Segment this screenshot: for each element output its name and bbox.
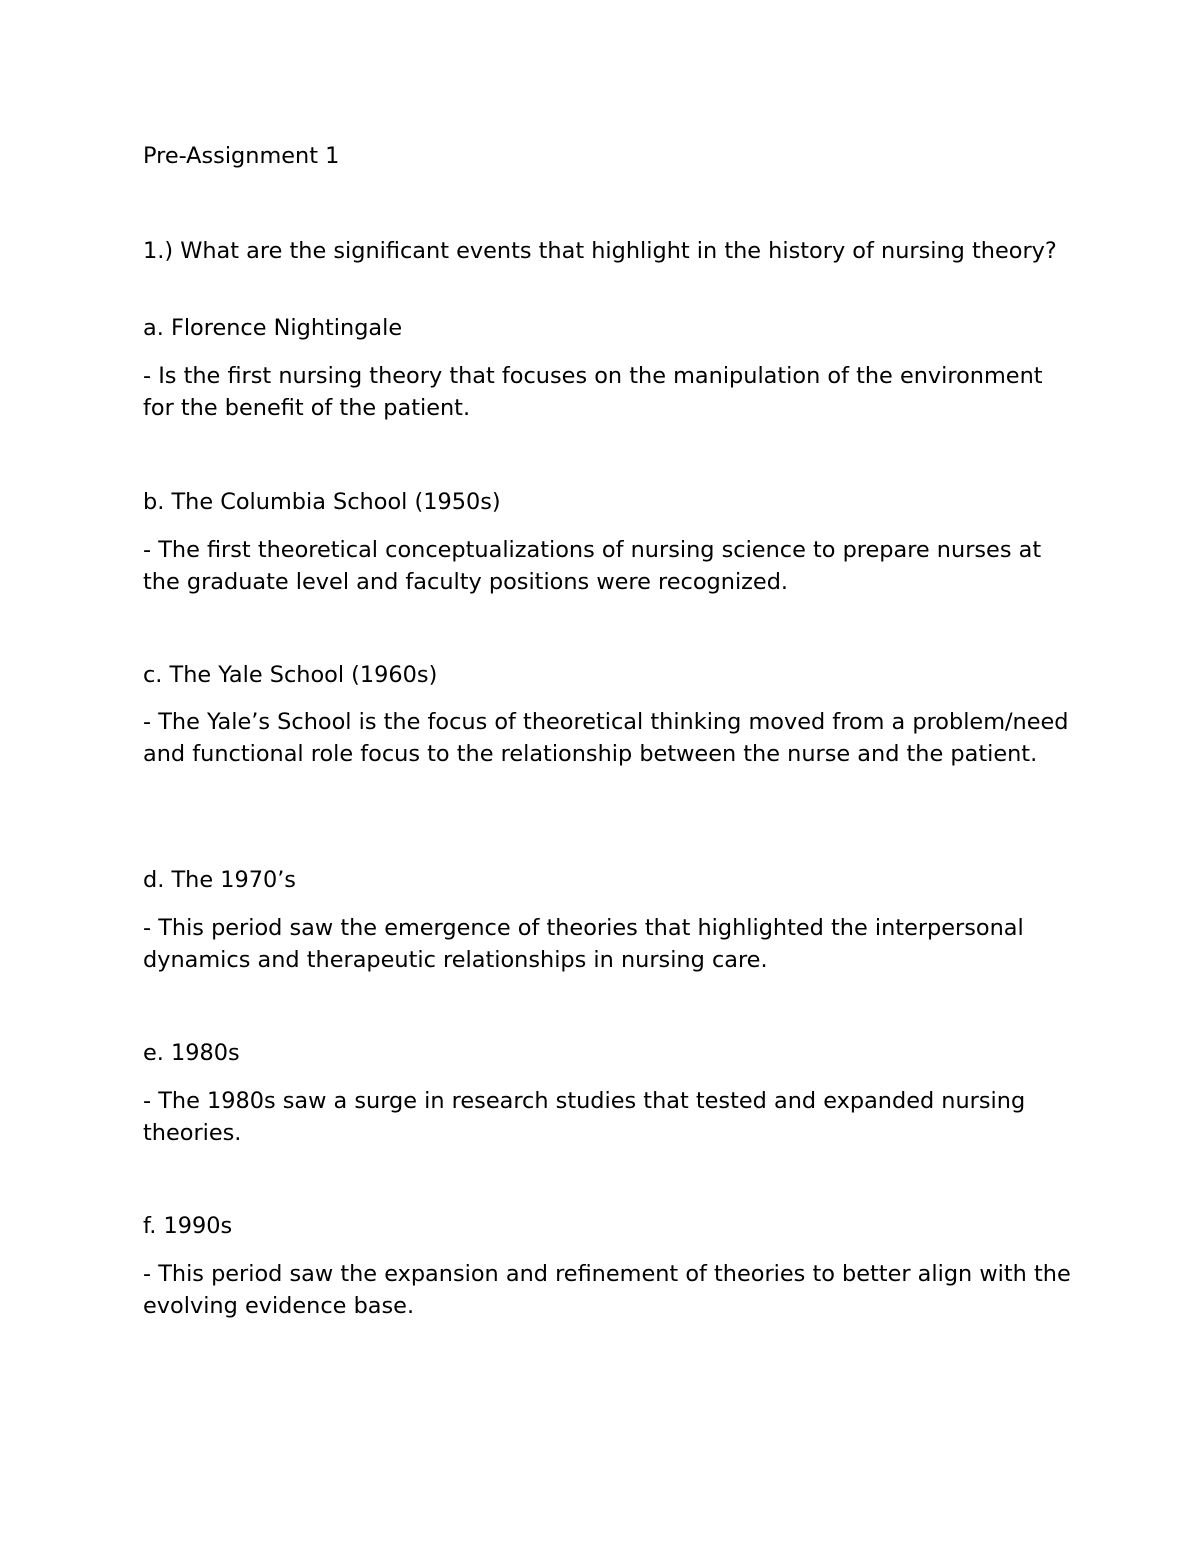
item-f-body: - This period saw the expansion and refinement of theories to better align with the evolving evidence base. <box>143 1261 1071 1319</box>
item-f-heading: f. 1990s <box>143 1213 233 1239</box>
document-title: Pre-Assignment 1 <box>143 143 340 169</box>
item-c-body: - The Yale’s School is the focus of theoretical thinking moved from a problem/need and functional role focus to the relationship between the nurse and the patient. <box>143 709 1069 767</box>
item-e-heading: e. 1980s <box>143 1040 240 1066</box>
item-d-body: - This period saw the emergence of theories that highlighted the interpersonal dynamics and therapeutic relationships in nursing care. <box>143 915 1024 973</box>
item-b-body: - The first theoretical conceptualizations of nursing science to prepare nurses at the graduate level and faculty positions were recognized. <box>143 537 1042 595</box>
item-b-heading: b. The Columbia School (1950s) <box>143 489 501 515</box>
item-d-heading: d. The 1970’s <box>143 867 296 893</box>
item-a-body: - Is the first nursing theory that focuses on the manipulation of the environment for the benefit of the patient. <box>143 363 1043 421</box>
item-a-heading: a. Florence Nightingale <box>143 315 403 341</box>
item-c-heading: c. The Yale School (1960s) <box>143 662 438 688</box>
question-text: 1.) What are the significant events that highlight in the history of nursing theory? <box>143 238 1057 264</box>
item-e-body: - The 1980s saw a surge in research studies that tested and expanded nursing theories. <box>143 1088 1026 1146</box>
